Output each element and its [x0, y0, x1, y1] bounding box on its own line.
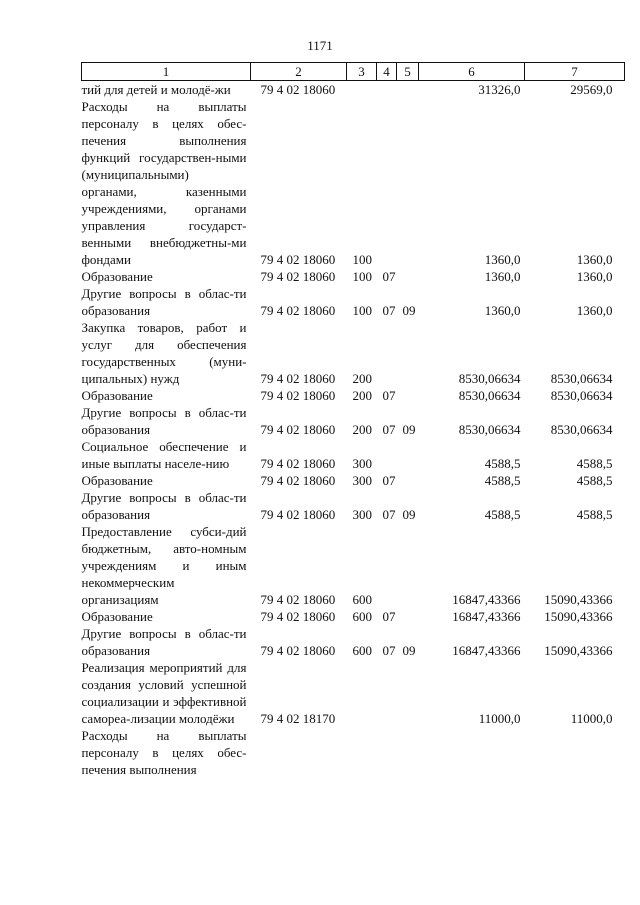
- row-value-6: 31326,0: [478, 82, 521, 97]
- row-col-4: [377, 727, 397, 778]
- row-col-3: 300: [352, 473, 372, 488]
- row-value-6: 1360,0: [484, 303, 521, 318]
- row-col-4: 07: [382, 422, 396, 437]
- row-value-7: 15090,43366: [544, 609, 613, 624]
- table-row: [82, 98, 625, 268]
- row-value-7: 29569,0: [570, 82, 613, 97]
- row-col-4: 07: [382, 609, 396, 624]
- row-name: Образование: [81, 269, 153, 284]
- row-code: 79 4 02 18060: [260, 252, 336, 267]
- page-number: 1171: [307, 38, 333, 53]
- row-col-5: [397, 438, 419, 472]
- row-code: 79 4 02 18060: [260, 422, 336, 437]
- row-col-3: 300: [352, 507, 372, 522]
- row-code: 79 4 02 18060: [260, 303, 336, 318]
- row-value-6: 8530,06634: [458, 422, 521, 437]
- table-row: [82, 489, 625, 523]
- row-name: Предоставление субси-дий бюджетным, авто-номным учреждениям и иным некоммерческим организациям: [81, 524, 247, 607]
- table-header: [82, 63, 625, 81]
- row-col-3: 600: [352, 643, 372, 658]
- row-col-3: 200: [352, 371, 372, 386]
- row-name: Расходы на выплаты персоналу в целях обес-печения выполнения: [81, 728, 247, 777]
- row-value-7: 1360,0: [576, 252, 613, 267]
- row-col-4: [377, 81, 397, 99]
- row-name: Реализация мероприятий для создания условий успешной социализации и эффективной самореа-лизации молодёжи: [81, 660, 247, 726]
- row-code: 79 4 02 18170: [260, 711, 336, 726]
- row-col-4: 07: [382, 388, 396, 403]
- row-col-5: 09: [402, 643, 416, 658]
- row-col-4: 07: [382, 507, 396, 522]
- row-value-6: 4588,5: [484, 456, 521, 471]
- row-col-5: [397, 319, 419, 387]
- row-name: Расходы на выплаты персоналу в целях обес-печения выполнения функций государствен-ными (муниципальными) органами, казенными учреждениями, органами управления государст-венными внебюджетны-ми фондами: [81, 99, 247, 267]
- row-col-3: 600: [352, 609, 372, 624]
- row-col-4: [377, 319, 397, 387]
- row-value-7: 11000,0: [570, 711, 613, 726]
- row-value-6: 8530,06634: [458, 388, 521, 403]
- table-row: [82, 625, 625, 659]
- row-name: Образование: [81, 609, 153, 624]
- table-row: [82, 81, 625, 99]
- row-col-5: 09: [402, 303, 416, 318]
- row-name: Образование: [81, 473, 153, 488]
- header-col-4: 4: [377, 63, 397, 81]
- row-value-7: 4588,5: [576, 473, 613, 488]
- row-col-3: 100: [352, 303, 372, 318]
- row-col-3: 300: [352, 456, 372, 471]
- row-col-4: [377, 438, 397, 472]
- row-col-4: 07: [382, 643, 396, 658]
- row-name: Закупка товаров, работ и услуг для обеспечения государственных (муни-ципальных) нужд: [81, 320, 247, 386]
- row-col-4: 07: [382, 303, 396, 318]
- table-row: [82, 523, 625, 608]
- row-col-5: [397, 727, 419, 778]
- row-value-6: 16847,43366: [452, 609, 521, 624]
- row-col-4: [377, 98, 397, 268]
- row-col-4: 07: [382, 269, 396, 284]
- row-code: 79 4 02 18060: [260, 473, 336, 488]
- row-name: Образование: [81, 388, 153, 403]
- table-body: [82, 81, 625, 779]
- row-col-5: [397, 387, 419, 404]
- row-name: Другие вопросы в облас-ти образования: [81, 626, 247, 658]
- row-value-6: 16847,43366: [452, 643, 521, 658]
- row-value-6: 8530,06634: [458, 371, 521, 386]
- row-name: Другие вопросы в облас-ти образования: [81, 405, 247, 437]
- row-value-7: 8530,06634: [550, 422, 613, 437]
- row-code: 79 4 02 18060: [260, 609, 336, 624]
- row-value-6: [419, 727, 525, 778]
- header-col-2: 2: [251, 63, 347, 81]
- table-row: [82, 659, 625, 727]
- row-col-5: 09: [402, 422, 416, 437]
- row-col-5: [397, 608, 419, 625]
- row-value-6: 4588,5: [484, 473, 521, 488]
- row-name: Другие вопросы в облас-ти образования: [81, 490, 247, 522]
- row-code: 79 4 02 18060: [260, 592, 336, 607]
- table-row: [82, 438, 625, 472]
- row-col-4: 07: [382, 473, 396, 488]
- row-col-5: 09: [402, 507, 416, 522]
- row-value-6: 4588,5: [484, 507, 521, 522]
- row-code: 79 4 02 18060: [260, 643, 336, 658]
- row-value-7: 8530,06634: [550, 388, 613, 403]
- table-row: [82, 608, 625, 625]
- row-col-3: 100: [352, 269, 372, 284]
- table-row: [82, 472, 625, 489]
- row-code: 79 4 02 18060: [260, 269, 336, 284]
- row-col-5: [397, 523, 419, 608]
- row-code: 79 4 02 18060: [260, 371, 336, 386]
- table-row: [82, 387, 625, 404]
- table-row: [82, 268, 625, 285]
- row-value-7: [525, 727, 625, 778]
- table-row: [82, 404, 625, 438]
- table-row: [82, 319, 625, 387]
- row-value-7: 1360,0: [576, 269, 613, 284]
- row-value-7: 4588,5: [576, 507, 613, 522]
- row-value-7: 1360,0: [576, 303, 613, 318]
- header-col-3: 3: [347, 63, 377, 81]
- row-col-4: [377, 659, 397, 727]
- header-col-1: 1: [82, 63, 251, 81]
- row-value-7: 8530,06634: [550, 371, 613, 386]
- header-col-7: 7: [525, 63, 625, 81]
- row-code: 79 4 02 18060: [260, 82, 336, 97]
- table-row: [82, 727, 625, 778]
- row-col-3: 200: [352, 422, 372, 437]
- row-value-6: 1360,0: [484, 252, 521, 267]
- row-col-3: [347, 659, 377, 727]
- row-name: тий для детей и молодё-жи: [81, 82, 231, 97]
- row-value-6: 16847,43366: [452, 592, 521, 607]
- row-col-5: [397, 472, 419, 489]
- row-code: 79 4 02 18060: [260, 456, 336, 471]
- row-value-7: 15090,43366: [544, 592, 613, 607]
- row-name: Социальное обеспечение и иные выплаты населе-нию: [81, 439, 247, 471]
- row-name: Другие вопросы в облас-ти образования: [81, 286, 247, 318]
- budget-table: [81, 62, 625, 778]
- row-code: 79 4 02 18060: [260, 507, 336, 522]
- table-row: [82, 285, 625, 319]
- row-value-6: 1360,0: [484, 269, 521, 284]
- row-code: 79 4 02 18060: [260, 388, 336, 403]
- row-code: [251, 727, 347, 778]
- row-col-3: 100: [352, 252, 372, 267]
- row-col-3: [347, 81, 377, 99]
- row-col-4: [377, 523, 397, 608]
- row-col-5: [397, 81, 419, 99]
- header-col-6: 6: [419, 63, 525, 81]
- row-col-5: [397, 268, 419, 285]
- row-col-3: 600: [352, 592, 372, 607]
- row-value-7: 4588,5: [576, 456, 613, 471]
- row-value-7: 15090,43366: [544, 643, 613, 658]
- row-col-3: 200: [352, 388, 372, 403]
- row-col-5: [397, 659, 419, 727]
- row-col-5: [397, 98, 419, 268]
- header-row: [82, 63, 625, 81]
- row-value-6: 11000,0: [478, 711, 521, 726]
- row-col-3: [347, 727, 377, 778]
- header-col-5: 5: [397, 63, 419, 81]
